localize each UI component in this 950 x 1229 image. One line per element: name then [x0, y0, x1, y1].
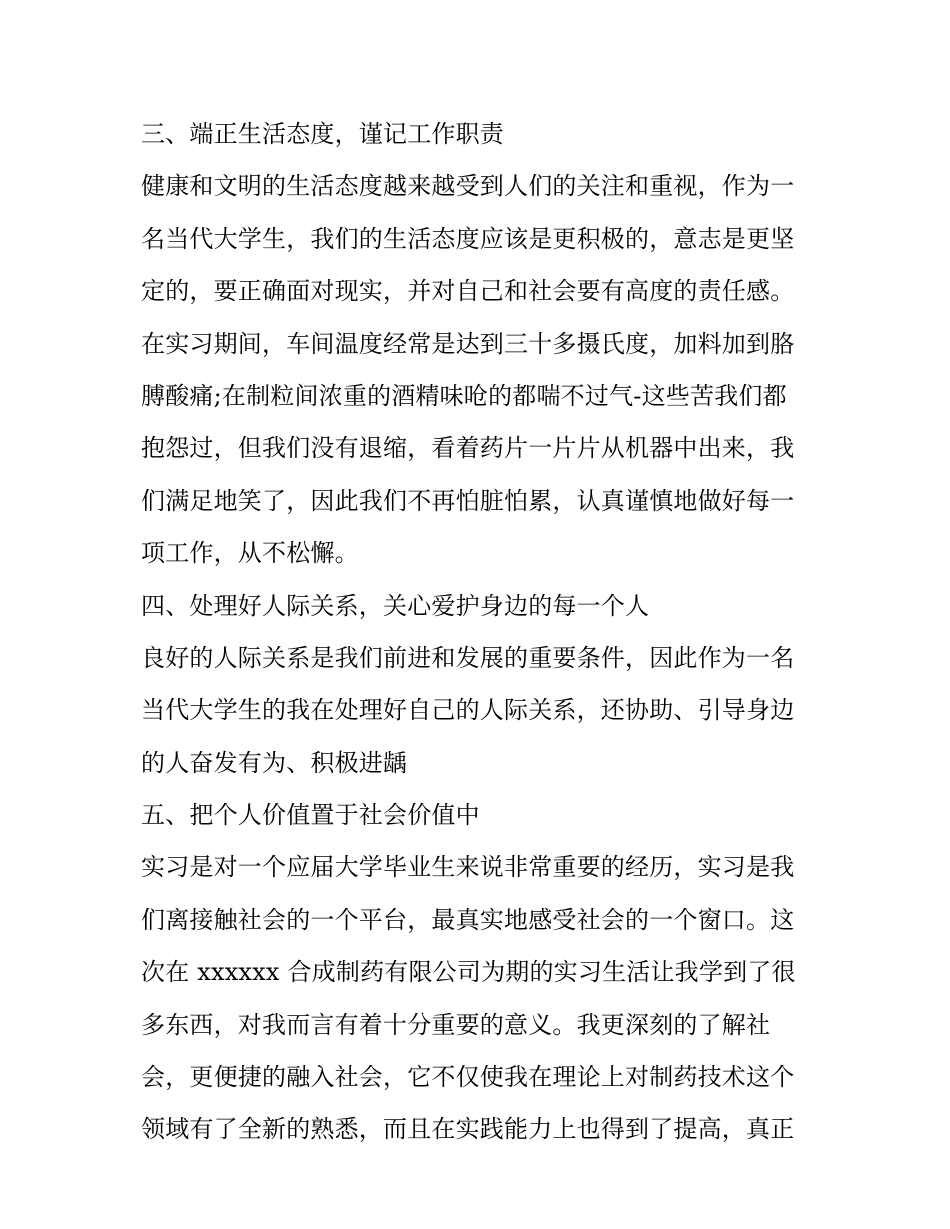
paragraph-line: 会，更便捷的融入社会，它不仅使我在理论上对制药技术这个 — [141, 1063, 795, 1092]
paragraph-line: 当代大学生的我在处理好自己的人际关系，还协助、引导身边 — [141, 696, 795, 725]
paragraph-line: 良好的人际关系是我们前进和发展的重要条件，因此作为一名 — [141, 643, 795, 672]
paragraph-line: 项工作，从不松懈。 — [141, 539, 359, 568]
paragraph-line: 次在 xxxxxx 合成制药有限公司为期的实习生活让我学到了很 — [141, 958, 796, 987]
paragraph-line: 名当代大学生，我们的生活态度应该是更积极的，意志是更坚 — [141, 224, 795, 253]
paragraph-line: 实习是对一个应届大学毕业生来说非常重要的经历，实习是我 — [141, 853, 795, 882]
paragraph-line: 健康和文明的生活态度越来越受到人们的关注和重视，作为一 — [141, 172, 795, 201]
paragraph-line: 在实习期间，车间温度经常是达到三十多摄氏度，加料加到胳 — [141, 329, 795, 358]
paragraph-line: 膊酸痛;在制粒间浓重的酒精味呛的都喘不过气-这些苦我们都 — [141, 381, 787, 410]
paragraph-line: 的人奋发有为、积极进龋 — [141, 748, 408, 777]
paragraph-line: 们离接触社会的一个平台，最真实地感受社会的一个窗口。这 — [141, 905, 795, 934]
paragraph-line: 们满足地笑了，因此我们不再怕脏怕累，认真谨慎地做好每一 — [141, 486, 795, 515]
section-heading-5: 五、把个人价值置于社会价值中 — [141, 801, 480, 830]
paragraph-line: 多东西，对我而言有着十分重要的意义。我更深刻的了解社 — [141, 1010, 771, 1039]
paragraph-line: 领域有了全新的熟悉，而且在实践能力上也得到了提高，真正 — [141, 1115, 795, 1144]
document-body — [141, 108, 813, 1156]
section-heading-3: 三、端正生活态度，谨记工作职责 — [141, 120, 504, 148]
section-heading-4: 四、处理好人际关系，关心爱护身边的每一个人 — [141, 591, 650, 620]
paragraph-line: 定的，要正确面对现实，并对自己和社会要有高度的责任感。 — [141, 277, 795, 306]
paragraph-line: 抱怨过，但我们没有退缩，看着药片一片片从机器中出来，我 — [141, 434, 795, 463]
